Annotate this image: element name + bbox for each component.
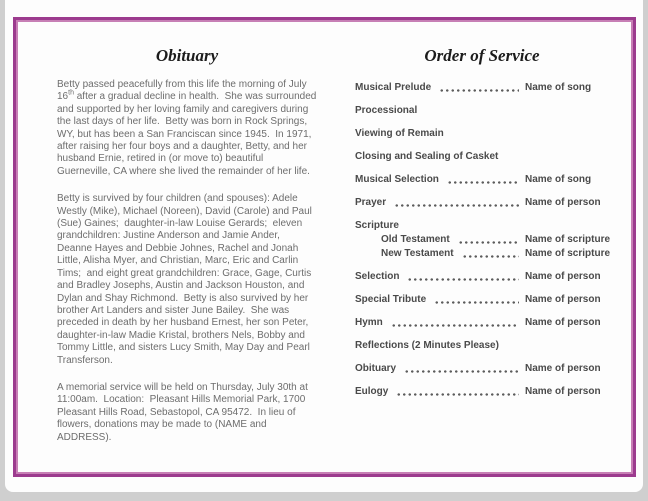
service-row-label: Obituary (355, 363, 397, 374)
service-row-value: Name of song (525, 82, 592, 93)
obituary-paragraph-1 (57, 79, 320, 178)
dot-leader (394, 204, 519, 207)
obituary-paragraph-1-text: Betty passed peacefully from this life the morning of July 16 (57, 79, 310, 103)
service-row-label: Closing and Sealing of Casket (355, 151, 499, 162)
dot-leader (439, 89, 519, 92)
service-row-value: Name of scripture (525, 248, 611, 259)
dot-leader (391, 324, 519, 327)
dot-leader (396, 393, 519, 396)
service-row-value: Name of person (525, 294, 601, 305)
obituary-paragraph-1-continued: after a gradual decline in health. She was surrounded and supported by her loving family and caregivers during the last days of her life. Betty was born in Rock Springs, WY, but has been a San Franciscan since 1945. In 1971, after raising her four boys and a daughter, Betty, and her husband Ernie, retired in (or move to) beautiful Guerneville, CA where she lived the remainder of her life. (57, 91, 320, 177)
program-page (5, 0, 643, 492)
service-row-musical-prelude (355, 82, 609, 93)
service-row-value: Name of scripture (525, 234, 611, 245)
service-row-label: Reflections (2 Minutes Please) (355, 340, 499, 351)
service-row-musical-selection (355, 174, 609, 185)
obituary-paragraph-2: Betty is survived by four children (and spouses): Adele Westly (Mike), Michael (Noreen), David (Carole) and Paul (Sue) Gaines; daughter-in-law Louise Gerards; eleven grandchildren: Justine Anderson and Jamie Ander, Deanne Hayes and Debbie Johnes, Rachel and Jonah Little, Alisha Myer, and Christian, Marc, Eric and Carlin Tims; and eight great grandchildren: Grace, Gage, Curtis and Bradley Josephs, Austin and Jackson Houston, and Dylan and Shay Richmond. Betty is also survived by her brother Art Landers and sister June Bailey. She was preceded in death by her husband Ernest, her son Peter, daughter-in-law Madie Kristal, brothers Nels, Bobby and Tommy Little, and sisters Lucy Smith, May Day and Pearl Transferson. (57, 193, 315, 366)
service-row-label: New Testament (381, 248, 454, 259)
service-row-processional (355, 105, 609, 116)
service-row-label: Scripture (355, 220, 399, 231)
service-row-hymn (355, 317, 609, 328)
service-row-value: Name of person (525, 271, 601, 282)
dot-leader (404, 370, 519, 373)
service-row-new-testament (355, 248, 609, 259)
service-row-label: Musical Prelude (355, 82, 432, 93)
service-row-old-testament (355, 234, 609, 245)
service-row-value: Name of song (525, 174, 592, 185)
obituary-heading: Obituary (155, 46, 219, 65)
service-row-label: Special Tribute (355, 294, 427, 305)
dot-leader (447, 181, 519, 184)
service-row-prayer (355, 197, 609, 208)
dot-leader (407, 278, 519, 281)
service-row-label: Selection (355, 271, 400, 282)
service-row-scripture-group (355, 220, 609, 259)
service-row-label: Prayer (355, 197, 387, 208)
service-items-list (355, 82, 609, 397)
service-row-label: Musical Selection (355, 174, 439, 185)
service-row-value: Name of person (525, 386, 601, 397)
ordinal-superscript: th (68, 90, 74, 98)
service-row-selection (355, 271, 609, 282)
service-row-value: Name of person (525, 197, 601, 208)
dot-leader (434, 301, 519, 304)
service-row-obituary (355, 363, 609, 374)
dot-leader (462, 255, 519, 258)
service-row-scripture (355, 220, 609, 231)
service-row-value: Name of person (525, 317, 601, 328)
service-row-eulogy (355, 386, 609, 397)
service-row-value: Name of person (525, 363, 601, 374)
service-row-special-tribute (355, 294, 609, 305)
service-row-closing-and-sealing (355, 151, 609, 162)
dot-leader (458, 241, 519, 244)
service-row-label: Hymn (355, 317, 383, 328)
service-row-label: Viewing of Remain (355, 128, 444, 139)
obituary-paragraph-3: A memorial service will be held on Thursday, July 30th at 11:00am. Location: Pleasant Hills Memorial Park, 1700 Pleasant Hills Road, Sebastopol, CA 95472. In lieu of flowers, donations may be made to (NAME and ADDRESS). (57, 381, 311, 443)
service-row-label: Old Testament (381, 234, 450, 245)
service-row-label: Processional (355, 105, 418, 116)
order-of-service-heading: Order of Service (424, 46, 540, 65)
obituary-column (57, 46, 320, 459)
order-of-service-column (355, 46, 609, 409)
service-row-label: Eulogy (355, 386, 389, 397)
service-row-reflections (355, 340, 609, 351)
service-row-viewing-of-remain (355, 128, 609, 139)
